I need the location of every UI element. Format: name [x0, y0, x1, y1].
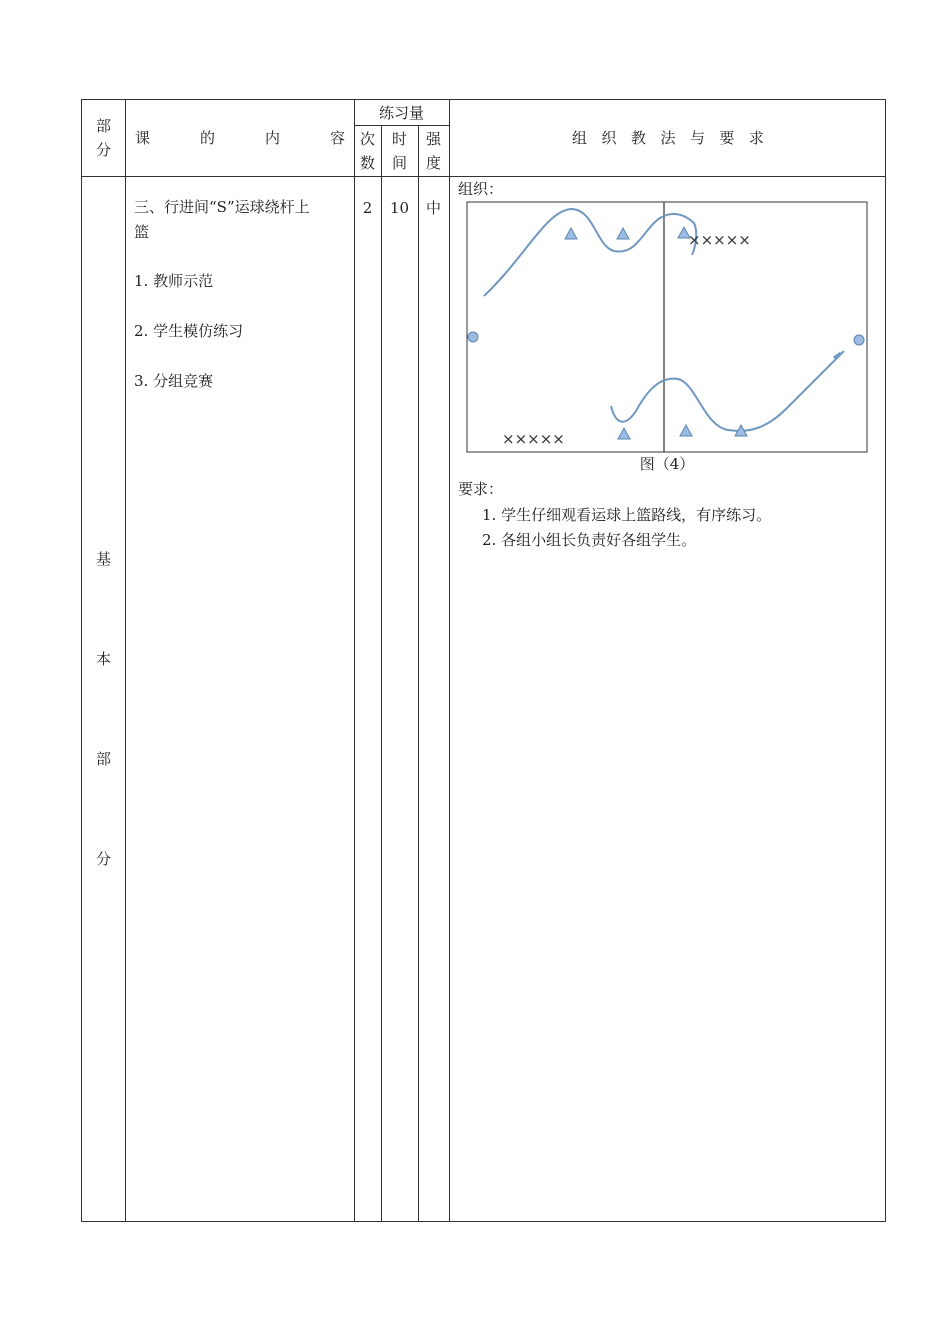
- court-outline: [467, 202, 867, 452]
- section-name-char: 分: [95, 850, 111, 868]
- header-organization: 组 织 教 法 与 要 求: [572, 129, 764, 147]
- content-item: 1. 教师示范: [134, 272, 214, 290]
- requirement-item: 2. 各组小组长负责好各组学生。: [482, 531, 697, 549]
- header-times: 次 数: [359, 130, 375, 172]
- section-name-char: 部: [95, 750, 111, 768]
- section-name-char: 基: [95, 550, 111, 568]
- basket-right-icon: [854, 335, 864, 345]
- col-divider: [381, 125, 382, 1221]
- organization-label: 组织：: [458, 180, 504, 198]
- section-name-char: 本: [95, 650, 111, 668]
- cone-marker: [617, 228, 629, 239]
- basket-left-icon: [468, 332, 478, 342]
- header-section: 部 分: [95, 117, 111, 159]
- figure-caption: 图（4）: [639, 455, 695, 473]
- header-intensity: 强 度: [425, 130, 441, 172]
- content-title-line1: 三、行进间“S”运球绕杆上: [134, 198, 310, 216]
- player-row-bottom: ×××××: [502, 430, 565, 448]
- load-intensity: 中: [425, 199, 441, 217]
- cone-marker: [565, 228, 577, 239]
- header-content: 课 的 内 容: [135, 129, 345, 147]
- col-divider: [354, 100, 355, 1221]
- content-item: 3. 分组竞赛: [134, 372, 214, 390]
- drill-diagram: [466, 201, 868, 453]
- path-arrow-head: [834, 353, 841, 358]
- dribble-path-bottom: [611, 351, 844, 431]
- header-practice-load: 练习量: [378, 104, 424, 122]
- row-divider: [354, 125, 449, 126]
- content-title-line2: 篮: [134, 223, 150, 241]
- load-duration: 10: [389, 199, 410, 217]
- col-divider: [418, 125, 419, 1221]
- content-item: 2. 学生模仿练习: [134, 322, 244, 340]
- requirement-item: 1. 学生仔细观看运球上篮路线，有序练习。: [482, 506, 772, 524]
- cone-marker: [618, 428, 630, 439]
- load-times: 2: [362, 199, 373, 217]
- requirements-label: 要求：: [458, 480, 504, 498]
- col-divider: [125, 100, 126, 1221]
- col-divider: [449, 100, 450, 1221]
- player-row-top: ×××××: [688, 231, 751, 249]
- header-duration: 时 间: [391, 130, 407, 172]
- lesson-plan-table: [81, 99, 886, 1222]
- cone-marker: [680, 425, 692, 436]
